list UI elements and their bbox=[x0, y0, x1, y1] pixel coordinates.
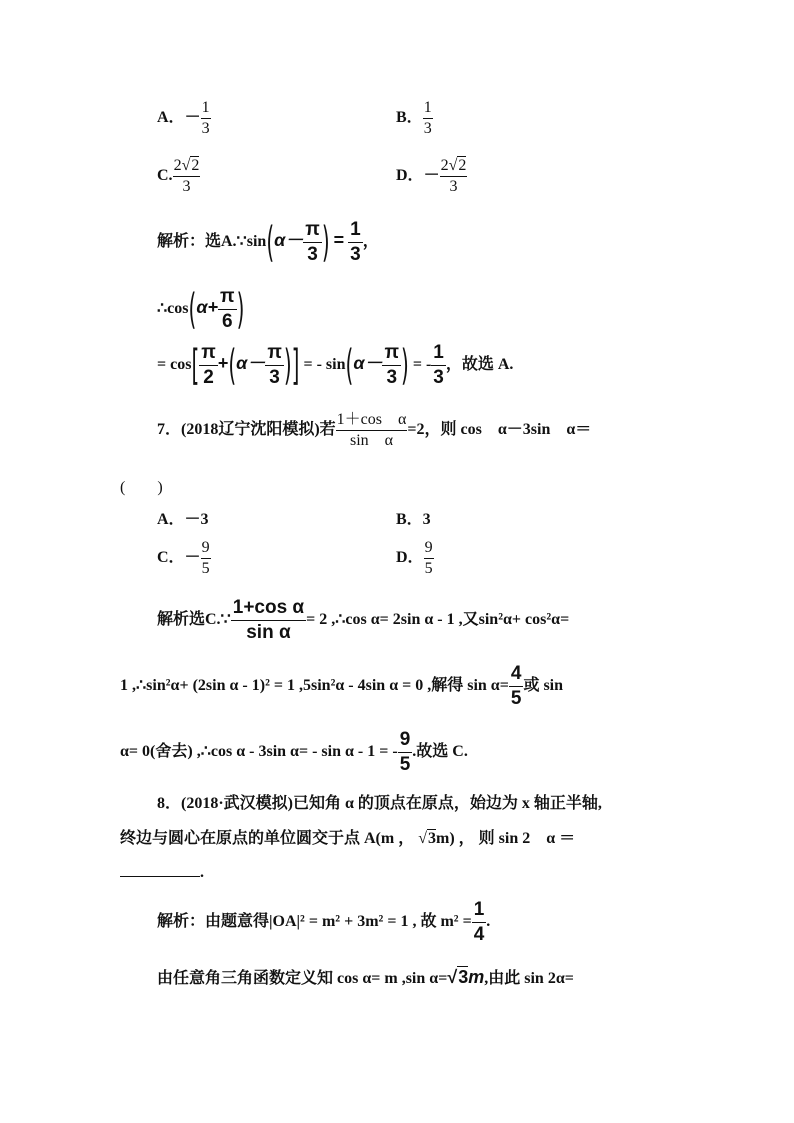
q7-option-c: C．－ $\frac{9}{5}$ bbox=[157, 539, 210, 577]
q6-solution-line-2: ∴cos(α+ $\frac{\pi}{6}$ ) bbox=[157, 284, 245, 335]
q7-option-b: B．3 bbox=[396, 511, 431, 528]
fraction: $\frac{9}{5}$ bbox=[424, 539, 433, 577]
q7-solution-line-3: α= 0(舍去) ,∴cos α - 3sin α= - sin α - 1 = - $\frac{9}{5}$ .故选 C. bbox=[120, 729, 468, 775]
q6-solution-line-3: = cos[ $\frac{\pi}{2}$ +(α－ $\frac{\pi}{3}$ )] = - sin(α－ $\frac{\pi}{3}$ ) = - $\frac{1}{3}$ ，故选 A. bbox=[157, 340, 514, 391]
q7-solution-line-1: 解析选C.∵ $\frac{\text{1+cos α}}{\text{sin α}}$ = 2 ,∴cos α= 2sin α - 1 ,又sin²α+ cos²α= bbox=[157, 597, 570, 643]
q8-stem-line-2: 终边与圆心在原点的单位圆交于点 A(m ， √3m) ， 则 sin 2 α ＝ bbox=[120, 830, 576, 847]
q6-option-b: B． $\frac{1}{3}$ bbox=[396, 99, 432, 137]
q6-solution-line-1: 解析：选A.∵sin(α－ $\frac{\pi}{3}$ ) = $\frac{1}{3}$ ， bbox=[157, 217, 379, 268]
q7-stem: 7．(2018辽宁沈阳模拟)若 $\frac{\text{1＋cos α}}{\text{sin α}}$ =2，则 cos α－3sin α＝ bbox=[157, 411, 592, 449]
q6-option-c: C. $\frac{2√2}{3}$ bbox=[157, 157, 200, 195]
q7-answer-paren: ( ) bbox=[120, 479, 163, 496]
q8-solution-line-2: 由任意角三角函数定义知 cos α= m ,sin α=√3m,由此 sin 2α= bbox=[157, 967, 574, 987]
fraction: $\frac{9}{5}$ bbox=[201, 539, 210, 577]
fraction: $\frac{1}{3}$ bbox=[423, 99, 432, 137]
q7-solution-line-2: 1 ,∴sin²α+ (2sin α - 1)² = 1 ,5sin²α - 4sin α = 0 ,解得 sin α= $\frac{4}{5}$ 或 sin bbox=[120, 663, 564, 709]
fraction: $\frac{2√2}{3}$ bbox=[173, 157, 200, 195]
q8-stem-line-1: 8．(2018·武汉模拟)已知角 α 的顶点在原点，始边为 x 轴正半轴, bbox=[157, 795, 602, 812]
fraction: $\frac{1}{3}$ bbox=[201, 99, 210, 137]
q6-option-a: A．－ $\frac{1}{3}$ bbox=[157, 99, 210, 137]
fraction: $\frac{2√2}{3}$ bbox=[440, 157, 467, 195]
q8-answer-blank: . bbox=[120, 864, 204, 882]
q6-option-d: D．－ $\frac{2√2}{3}$ bbox=[396, 157, 467, 195]
fraction: $\frac{\text{1＋cos α}}{\text{sin α}}$ bbox=[336, 411, 407, 449]
q7-option-d: D． $\frac{9}{5}$ bbox=[396, 539, 433, 577]
q7-option-a: A．－3 bbox=[157, 511, 209, 528]
q8-solution-line-1: 解析：由题意得|OA|² = m² + 3m² = 1 , 故 m² = $\frac{1}{4}$ . bbox=[157, 899, 491, 945]
